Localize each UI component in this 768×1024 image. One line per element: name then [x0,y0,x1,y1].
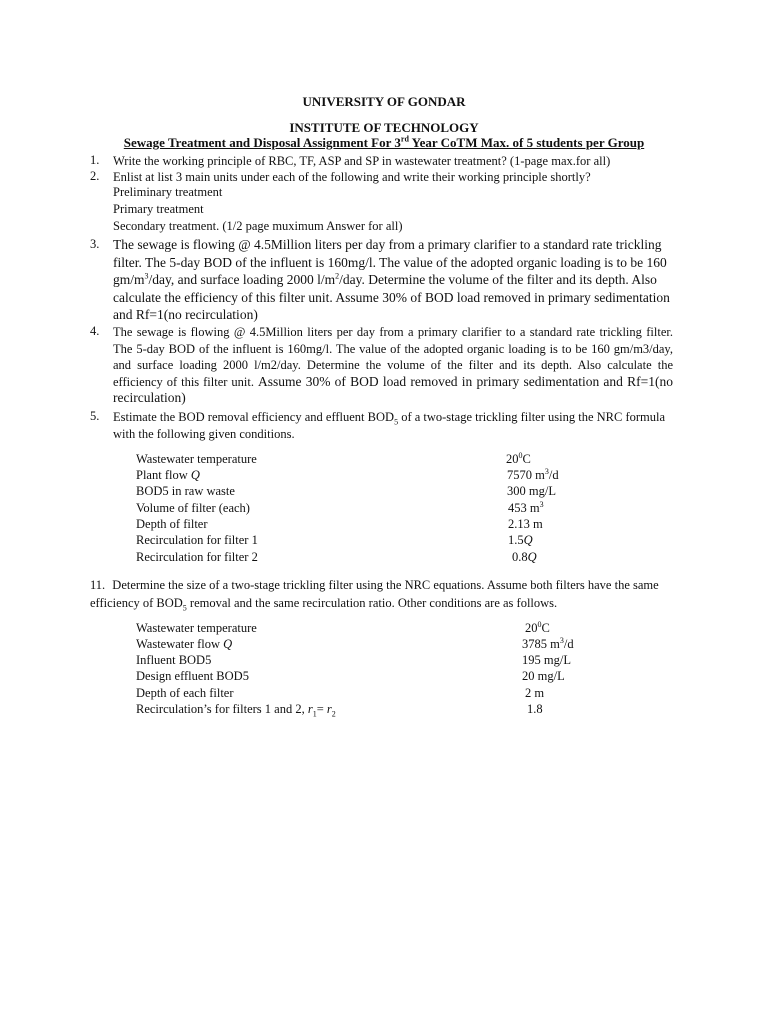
q11-recirc-label-text: Recirculation’s for filters 1 and 2, [136,702,308,716]
q5-recirc2-num: 0.8 [512,550,528,564]
q5-volume-value [508,500,544,517]
q11-flow-value [522,636,574,653]
question-4-text-tail: Assume 30% of BOD load removed in primary sedimentation and Rf=1(no recirculation) [113,373,674,405]
institute-title: INSTITUTE OF TECHNOLOGY [289,120,479,135]
q5-bod-label: BOD5 in raw waste [136,484,235,498]
q5-flow-value [507,467,559,484]
q5-temp-sup: 0 [518,450,523,460]
q5-depth-label: Depth of filter [136,517,208,531]
q5-bod-value: 300 mg/L [507,484,556,498]
assignment-title-sup: rd [400,134,409,144]
question-2-number: 2. [90,169,100,183]
q11-recirc-r1: r [307,702,313,716]
q11-flow-num: 3785 m [522,637,560,651]
question-2-item-primary: Primary treatment [113,202,204,216]
question-5-text [113,409,683,442]
q5-volume-sup: 3 [539,499,544,509]
q11-temp-value [525,620,550,637]
q5-temp-num: 20 [506,452,519,466]
assignment-title-post: Year CoTM Max. of 5 students per Group [408,135,645,150]
question-3-text [113,236,673,324]
question-2-item-preliminary: Preliminary treatment [113,185,223,199]
q11-temp-unit: C [541,621,550,635]
question-3-sup-a: 3 [144,271,149,281]
q11-recirc-value: 1.8 [527,702,543,716]
question-1-number: 1. [90,153,100,167]
q11-effluent-value: 20 mg/L [522,669,565,683]
question-1-text: Write the working principle of RBC, TF, ASP and SP in wastewater treatment? (1-page max.for all) [113,154,611,168]
q11-temp-sup: 0 [537,619,542,629]
question-3-text-b: /day, and surface loading 2000 l/m [148,272,336,287]
question-11-sub: 5 [182,603,187,613]
q5-temp-value [506,451,531,468]
q11-flow-label [136,636,232,653]
q5-flow-label [136,467,200,484]
q5-volume-label: Volume of filter (each) [136,501,250,515]
q11-influent-label: Influent BOD5 [136,653,212,667]
question-3-number: 3. [90,237,100,251]
q5-recirc1-label: Recirculation for filter 1 [136,533,258,547]
assignment-title-pre: Sewage Treatment and Disposal Assignment For 3 [123,135,401,150]
question-5-text-b: of a two-stage trickling filter using the NRC formula with the following given conditions. [113,410,666,441]
question-2-text: Enlist at list 3 main units under each of the following and write their working principle shortly? [113,170,591,184]
q11-recirc-s2: 2 [331,709,336,719]
q5-flow-sup: 3 [544,466,549,476]
q5-depth-value: 2.13 m [508,517,543,531]
q11-depth-label: Depth of each filter [136,686,234,700]
q11-recirc-label [136,701,336,718]
q11-recirc-eq: = [316,702,327,716]
question-5-number: 5. [90,409,100,423]
question-11-text-a: Determine the size of a two-stage trickling filter using the NRC equations. Assume both filters have the same efficiency of BOD [90,578,659,610]
q11-effluent-label: Design effluent BOD5 [136,669,249,683]
q5-flow-unit: /d [548,468,559,482]
q5-recirc1-num: 1.5 [508,533,524,547]
question-11-number: 11. [90,578,106,592]
q5-volume-num: 453 m [508,501,540,515]
question-4-text [113,324,673,407]
q5-flow-num: 7570 m [507,468,545,482]
question-3-sup-b: 2 [335,271,340,281]
q5-recirc2-q: Q [527,550,537,564]
question-3-text-a: The sewage is flowing @ 4.5Million liters per day from a primary clarifier to a standard rate trickling filter. The 5-day BOD of the influent is 160mg/l. The value of the adopted organic loading is to be 160 gm/m [113,237,667,287]
question-2-item-secondary: Secondary treatment. (1/2 page muximum Answer for all) [113,219,403,233]
question-4-number: 4. [90,324,100,338]
q11-recirc-r2: r [326,702,332,716]
q5-flow-q: Q [190,468,200,482]
question-5-sub: 5 [394,417,399,427]
q11-flow-unit: /d [563,637,574,651]
question-5-text-a: Estimate the BOD removal efficiency and effluent BOD [113,410,395,424]
question-11-text-b: removal and the same recirculation ratio. Other conditions are as follows. [186,596,558,610]
q5-recirc1-q: Q [523,533,533,547]
q11-flow-label-text: Wastewater flow [136,637,224,651]
assignment-title [0,135,768,151]
q5-temp-unit: C [522,452,531,466]
question-4-text-main: The sewage is flowing @ 4.5Million liters per day from a primary clarifier to a standard rate trickling filter. The 5-day BOD of the influent is 160mg/l. The value of the adopted organic loading is to be 160 gm/m3/day, and surface loading 2000 l/m2/day. Determine the volume of the filter and its depth. Also calculate the efficiency of this filter unit. [113,325,673,389]
q11-recirc-s1: 1 [312,709,317,719]
q11-temp-label: Wastewater temperature [136,621,257,635]
q5-temp-label: Wastewater temperature [136,452,257,466]
q11-depth-value: 2 m [525,686,545,700]
q11-temp-num: 20 [525,621,538,635]
q11-flow-sup: 3 [559,635,564,645]
q5-recirc2-value [512,549,537,566]
question-3-text-c: /day. Determine the volume of the filter and its depth. Also calculate the efficiency of this filter unit. Assume 30% of BOD load removed in primary sedimentation and Rf=1(no recirculation) [113,272,670,322]
q5-recirc1-value [508,532,533,549]
q5-recirc2-label: Recirculation for filter 2 [136,550,258,564]
q11-flow-q: Q [223,637,233,651]
q11-influent-value: 195 mg/L [522,653,571,667]
university-title: UNIVERSITY OF GONDAR [302,94,466,109]
question-11-text [90,576,680,612]
q5-flow-label-text: Plant flow [136,468,191,482]
